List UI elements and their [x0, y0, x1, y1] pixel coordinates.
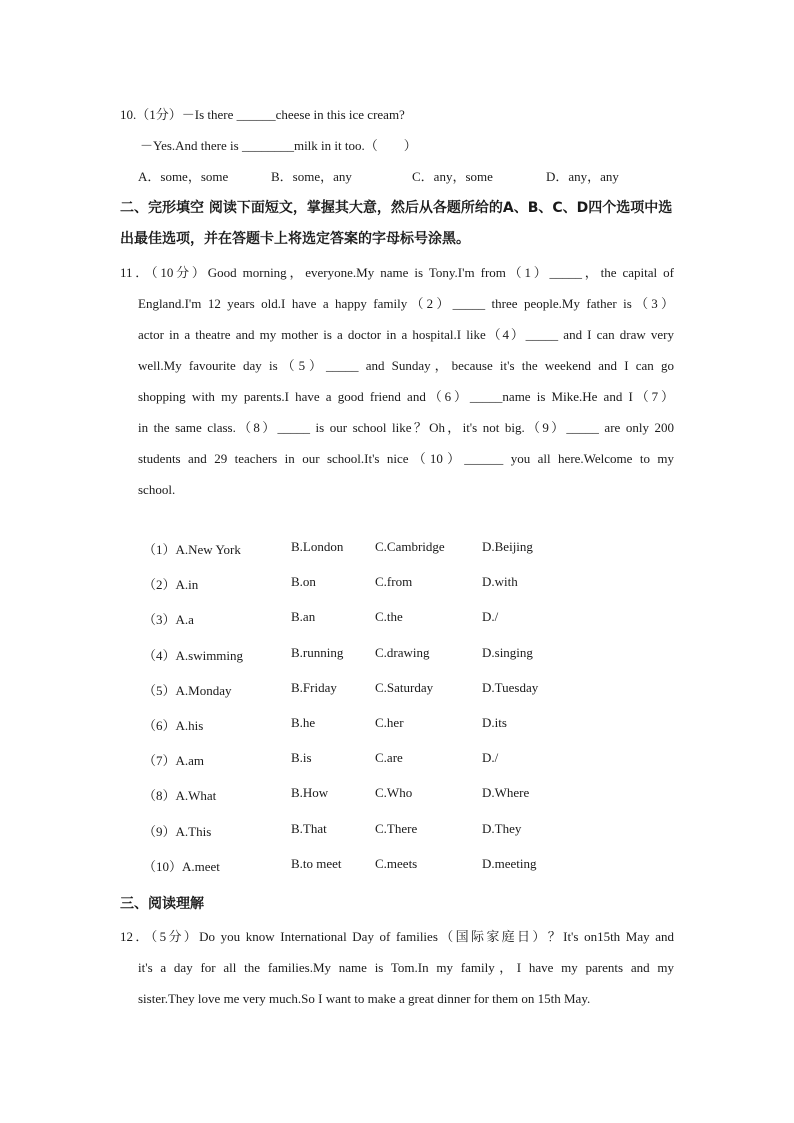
option-b: B.running [291, 644, 344, 660]
option-d: D.Tuesday [482, 679, 539, 695]
passage-line: sister.They love me very much.So I want to make a great dinner for them on 15th May. [138, 991, 591, 1006]
question-10-line-2: －Yes.And there is ________milk in it too.（ ） [140, 138, 417, 153]
option-c: C.meets [375, 855, 418, 871]
passage-line: England.I'm 12 years old.I have a happy family（2）_____ three people.My father is（3） [138, 296, 674, 311]
option-d: D.Beijing [482, 539, 533, 554]
section-2-title-line-2: 出最佳选项，并在答题卡上将选定答案的字母标号涂黑。 [120, 231, 470, 247]
option-c: C.Saturday [375, 679, 434, 695]
section-2-title-line-1: 二、完形填空 阅读下面短文，掌握其大意，然后从各题所给的A、B、C、D四个选项中选 [120, 200, 673, 216]
option-b: B.is [291, 750, 312, 766]
passage-line: it's a day for all the families.My name is Tom.In my family，I have my parents and my [138, 960, 674, 975]
passage-line: well.My favourite day is（5）_____ and Sunday，because it's the weekend and I can go [138, 358, 674, 373]
section-3-title: 三、阅读理解 [120, 896, 204, 912]
passage-line: in the same class.（8）_____ is our school like？Oh，it's not big.（9）_____ are only 200 [138, 420, 674, 435]
option-b: B.London [291, 539, 344, 554]
option-d: D./ [482, 609, 499, 625]
option-b: B.on [291, 574, 316, 590]
option-c: C.are [375, 750, 403, 766]
option-d: D.with [482, 574, 518, 590]
option-b: B.That [291, 820, 327, 836]
option-d: D.They [482, 820, 522, 836]
option-a: （1）A.New York [143, 542, 241, 557]
question-11-line-1: 11．（10分）Good morning，everyone.My name is Tony.I'm from（1）_____，the capital of [120, 265, 674, 280]
question-12-passage [138, 952, 674, 1014]
option-d: D.its [482, 714, 507, 730]
option-b: B.an [291, 609, 316, 625]
passage-line: shopping with my parents.I have a good friend and（6）_____name is Mike.He and I（7） [138, 389, 674, 404]
option-b: B.How [291, 785, 329, 801]
option-a: （3）A.a [143, 612, 194, 628]
option-a: （4）A.swimming [143, 647, 244, 663]
option-c: C.There [375, 820, 418, 836]
option-c: C.Cambridge [375, 539, 445, 554]
option-a: （7）A.am [143, 753, 205, 769]
q10-option-a: A．some，some [138, 169, 229, 184]
q10-option-b: B．some，any [271, 169, 352, 184]
option-d: D.Where [482, 785, 530, 801]
question-10-line-1: 10.（1分）－Is there ______cheese in this ice cream? [120, 107, 405, 122]
passage-line: students and 29 teachers in our school.It's nice（10）______ you all here.Welcome to my [138, 451, 674, 466]
option-c: C.drawing [375, 644, 430, 660]
option-c: C.the [375, 609, 403, 625]
option-a: （5）A.Monday [143, 682, 232, 698]
option-a: （9）A.This [143, 823, 212, 839]
passage-line: school. [138, 482, 176, 497]
passage-line: actor in a theatre and my mother is a doctor in a hospital.I like（4）_____ and I can draw very [138, 327, 674, 342]
option-a: （6）A.his [143, 717, 204, 733]
option-c: C.her [375, 714, 404, 730]
question-11-passage [138, 288, 674, 505]
q10-option-d: D．any，any [546, 169, 619, 184]
option-d: D.meeting [482, 855, 537, 871]
option-c: C.Who [375, 785, 413, 801]
option-c: C.from [375, 574, 413, 590]
option-b: B.he [291, 714, 316, 730]
q10-option-c: C．any，some [412, 169, 493, 184]
option-a: （10）A.meet [143, 858, 220, 874]
option-a: （8）A.What [143, 788, 217, 804]
question-12-line-1: 12．（5分）Do you know International Day of families（国际家庭日）？It's on15th May and [120, 929, 674, 944]
option-d: D.singing [482, 644, 533, 660]
option-a: （2）A.in [143, 577, 199, 593]
option-d: D./ [482, 750, 499, 766]
option-b: B.to meet [291, 855, 342, 871]
option-b: B.Friday [291, 679, 337, 695]
